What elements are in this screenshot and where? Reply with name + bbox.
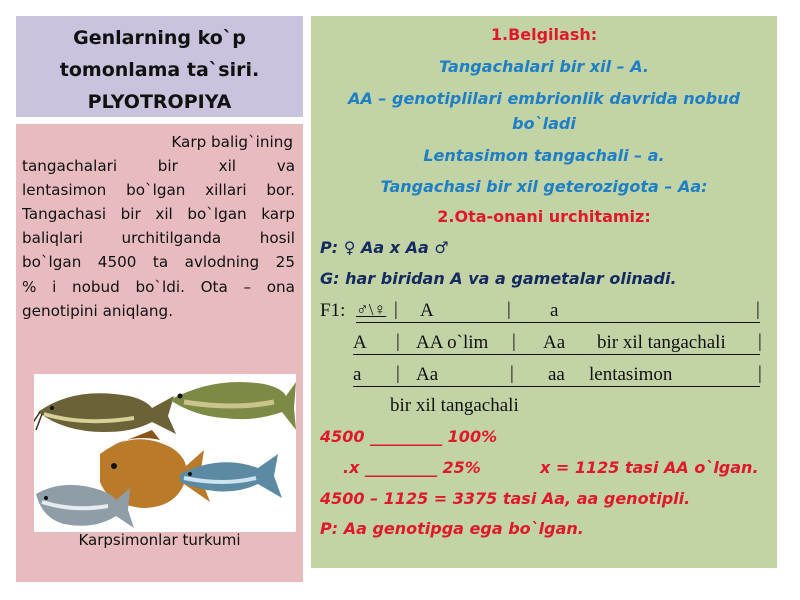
calc-line-3: 4500 – 1125 = 3375 tasi Aa, aa genotipli. xyxy=(320,489,691,508)
definition-2a: AA – genotiplilari embrionlik davrida nobud xyxy=(348,89,740,108)
punnett-divider: | xyxy=(394,299,398,320)
punnett-divider: | xyxy=(396,331,400,352)
gametes-line: G: har biridan A va a gametalar olinadi. xyxy=(320,269,677,288)
punnett-row2-gamete: a xyxy=(353,364,362,385)
punnett-cell-aa-2: Aa xyxy=(416,364,439,385)
f1-label: F1: xyxy=(320,300,346,321)
punnett-divider: | xyxy=(758,331,762,352)
punnett-header-corner: ♂\♀ xyxy=(356,300,387,319)
parents-line: P: ♀ Aa x Aa ♂ xyxy=(320,238,449,257)
punnett-divider: | xyxy=(396,363,400,384)
calc-line-2a: .x _________ 25% xyxy=(343,458,481,477)
slide-title xyxy=(16,16,303,117)
definition-3: Lentasimon tangachali – a. xyxy=(423,146,665,165)
title-line-2: tomonlama ta`siri. xyxy=(59,59,260,81)
punnett-row-line xyxy=(353,354,760,355)
pike-icon xyxy=(170,382,296,430)
step-1-heading: 1.Belgilash: xyxy=(490,25,598,44)
punnett-header-a-upper: A xyxy=(420,300,434,321)
punnett-divider: | xyxy=(758,363,762,384)
calc-line-1: 4500 _________ 100% xyxy=(320,427,498,446)
punnett-cell-aa-recessive: aa xyxy=(548,364,565,385)
step-2-heading: 2.Ota-onani urchitamiz: xyxy=(437,207,651,226)
punnett-cell-aa-death: AA o`lim xyxy=(416,332,489,353)
punnett-divider: | xyxy=(510,363,514,384)
definition-4: Tangachasi bir xil geterozigota – Aa: xyxy=(380,177,708,196)
title-line-3: PLYOTROPIYA xyxy=(87,91,232,113)
calc-line-2b: x = 1125 tasi AA o`lgan. xyxy=(540,458,759,477)
punnett-row1-gamete: A xyxy=(353,332,367,353)
fish-illustration-icon xyxy=(34,374,296,532)
answer-line: P: Aa genotipga ega bo`lgan. xyxy=(320,519,584,538)
punnett-row-line xyxy=(356,322,760,323)
punnett-cell-phenotype-3: bir xil tangachali xyxy=(390,395,519,416)
title-line-1: Genlarning ko`p xyxy=(73,27,246,49)
punnett-cell-phenotype-1: bir xil tangachali xyxy=(597,332,726,353)
problem-line: tangachalari bir xil va xyxy=(22,157,295,176)
problem-line: lentasimon bo`lgan xillari bor. xyxy=(22,181,295,200)
punnett-cell-phenotype-2: lentasimon xyxy=(589,364,673,385)
punnett-divider: | xyxy=(512,331,516,352)
punnett-header-a-lower: a xyxy=(550,300,559,321)
problem-line: genotipini aniqlang. xyxy=(22,301,174,320)
problem-line: Tangachasi bir xil bo`lgan karp xyxy=(22,205,295,224)
catfish-icon xyxy=(34,393,176,434)
image-caption: Karpsimonlar turkumi xyxy=(78,531,241,549)
definition-2b: bo`ladi xyxy=(512,114,576,133)
problem-line: baliqlari urchitilganda hosil xyxy=(22,229,295,248)
punnett-cell-aa-hetero: Aa xyxy=(543,332,566,353)
definition-1: Tangachalari bir xil – A. xyxy=(439,57,649,76)
problem-line: bo`lgan 4500 ta avlodning 25 xyxy=(22,253,295,272)
punnett-row-line xyxy=(353,386,760,387)
problem-text xyxy=(22,130,295,323)
punnett-divider: | xyxy=(507,299,511,320)
problem-line: Karp balig`ining xyxy=(171,133,293,151)
carp-fish-image xyxy=(34,374,296,532)
problem-line: % i nobud bo`ldi. Ota – ona xyxy=(22,277,295,296)
punnett-divider: | xyxy=(756,299,760,320)
